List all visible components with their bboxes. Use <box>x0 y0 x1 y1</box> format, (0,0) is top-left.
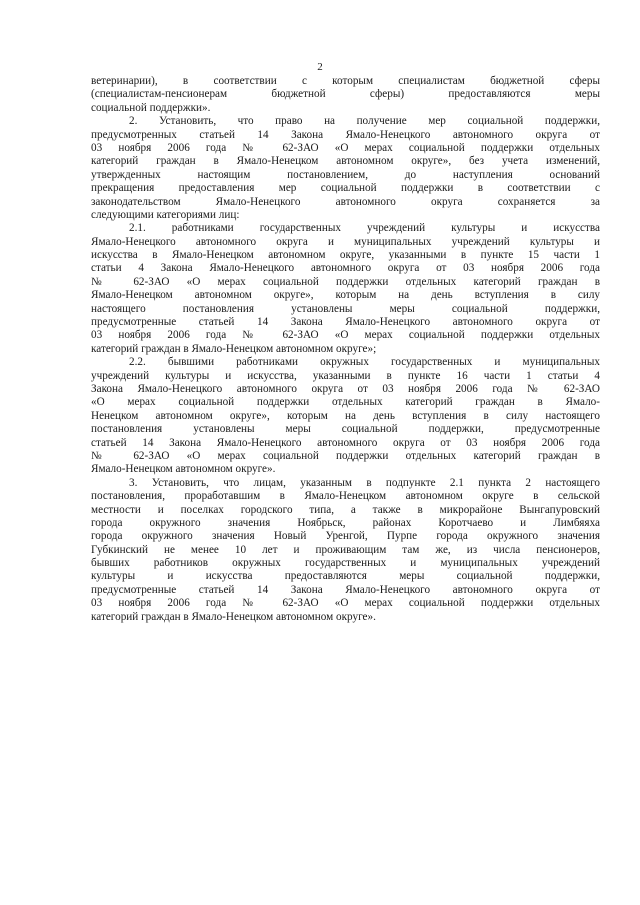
text-line: Ямало-Ненецкого автономного округа и муниципальных учреждений культуры и <box>91 235 600 248</box>
text-line: № 62-ЗАО «О мерах социальной поддержки отдельных категорий граждан в <box>91 275 600 288</box>
text-line: Ненецком автономном округе», которым на день вступления в силу настоящего <box>91 409 600 422</box>
text-line: настоящего постановления установлены меры социальной поддержки, <box>91 302 600 315</box>
text-line: категорий граждан в Ямало-Ненецком автономном округе», без учета изменений, <box>91 155 600 168</box>
text-line: социальной поддержки». <box>91 101 211 114</box>
text-line: местности и поселках городского типа, а также в микрорайоне Вынгапуровский <box>91 503 600 516</box>
text-line: законодательством Ямало-Ненецкого автономного округа сохраняется за <box>91 195 600 208</box>
paragraph <box>91 75 600 115</box>
text-line: 2. Установить, что право на получение мер социальной поддержки, <box>129 115 600 128</box>
text-line: 03 ноября 2006 года № 62-ЗАО «О мерах социальной поддержки отдельных <box>91 597 600 610</box>
text-line: постановления установлены меры социальной поддержки, предусмотренные <box>91 423 600 436</box>
text-line: утвержденных настоящим постановлением, до наступления оснований <box>91 168 600 181</box>
document-body <box>91 75 600 624</box>
text-line: города окружного значения Новый Уренгой, Пурпе города окружного значения <box>91 530 600 543</box>
text-line: 3. Установить, что лицам, указанным в подпункте 2.1 пункта 2 настоящего <box>129 476 600 489</box>
text-line: Ямало-Ненецком автономном округе», которым на день вступления в силу <box>91 289 600 302</box>
paragraph <box>91 115 600 222</box>
paragraph <box>91 222 600 356</box>
text-line: постановления, проработавшим в Ямало-Ненецком автономном округе в сельской <box>91 490 600 503</box>
text-line: искусства в Ямало-Ненецком автономном округе, указанными в пункте 15 части 1 <box>91 249 600 262</box>
text-line: следующими категориями лиц: <box>91 208 240 221</box>
text-line: Закона Ямало-Ненецкого автономного округа от 03 ноября 2006 года № 62-ЗАО <box>91 382 600 395</box>
text-line: учреждений культуры и искусства, указанными в пункте 16 части 1 статьи 4 <box>91 369 600 382</box>
text-line: предусмотренные статьей 14 Закона Ямало-Ненецкого автономного округа от <box>91 583 600 596</box>
text-line: прекращения предоставления мер социальной поддержки в соответствии с <box>91 182 600 195</box>
text-line: 03 ноября 2006 года № 62-ЗАО «О мерах социальной поддержки отдельных <box>91 329 600 342</box>
text-line: предусмотренные статьей 14 Закона Ямало-Ненецкого автономного округа от <box>91 316 600 329</box>
text-line: (специалистам-пенсионерам бюджетной сферы) предоставляются меры <box>91 88 600 101</box>
text-line: статьей 14 Закона Ямало-Ненецкого автономного округа от 03 ноября 2006 года <box>91 436 600 449</box>
text-line: ветеринарии), в соответствии с которым специалистам бюджетной сферы <box>91 75 600 87</box>
text-line: Ямало-Ненецком автономном округе». <box>91 463 276 476</box>
text-line: 2.1. работниками государственных учреждений культуры и искусства <box>129 222 600 235</box>
text-line: 03 ноября 2006 года № 62-ЗАО «О мерах социальной поддержки отдельных <box>91 141 600 154</box>
text-line: предусмотренных статьей 14 Закона Ямало-Ненецкого автономного округа от <box>91 128 600 141</box>
paragraph <box>91 477 600 624</box>
text-line: категорий граждан в Ямало-Ненецком автономном округе»; <box>91 342 377 355</box>
page-number: 2 <box>317 61 323 73</box>
text-line: бывших работников окружных государственных и муниципальных учреждений <box>91 557 600 570</box>
text-line: города окружного значения Ноябрьск, районах Коротчаево и Лимбяяха <box>91 516 600 529</box>
text-line: категорий граждан в Ямало-Ненецком автономном округе». <box>91 610 376 623</box>
paragraph <box>91 356 600 477</box>
text-line: 2.2. бывшими работниками окружных государственных и муниципальных <box>129 356 600 369</box>
text-line: культуры и искусства предоставляются меры социальной поддержки, <box>91 570 600 583</box>
text-line: Губкинский не менее 10 лет и проживающим там же, из числа пенсионеров, <box>91 543 600 556</box>
text-line: «О мерах социальной поддержки отдельных категорий граждан в Ямало- <box>91 396 600 409</box>
text-line: № 62-ЗАО «О мерах социальной поддержки отдельных категорий граждан в <box>91 449 600 462</box>
text-line: статьи 4 Закона Ямало-Ненецкого автономного округа от 03 ноября 2006 года <box>91 262 600 275</box>
